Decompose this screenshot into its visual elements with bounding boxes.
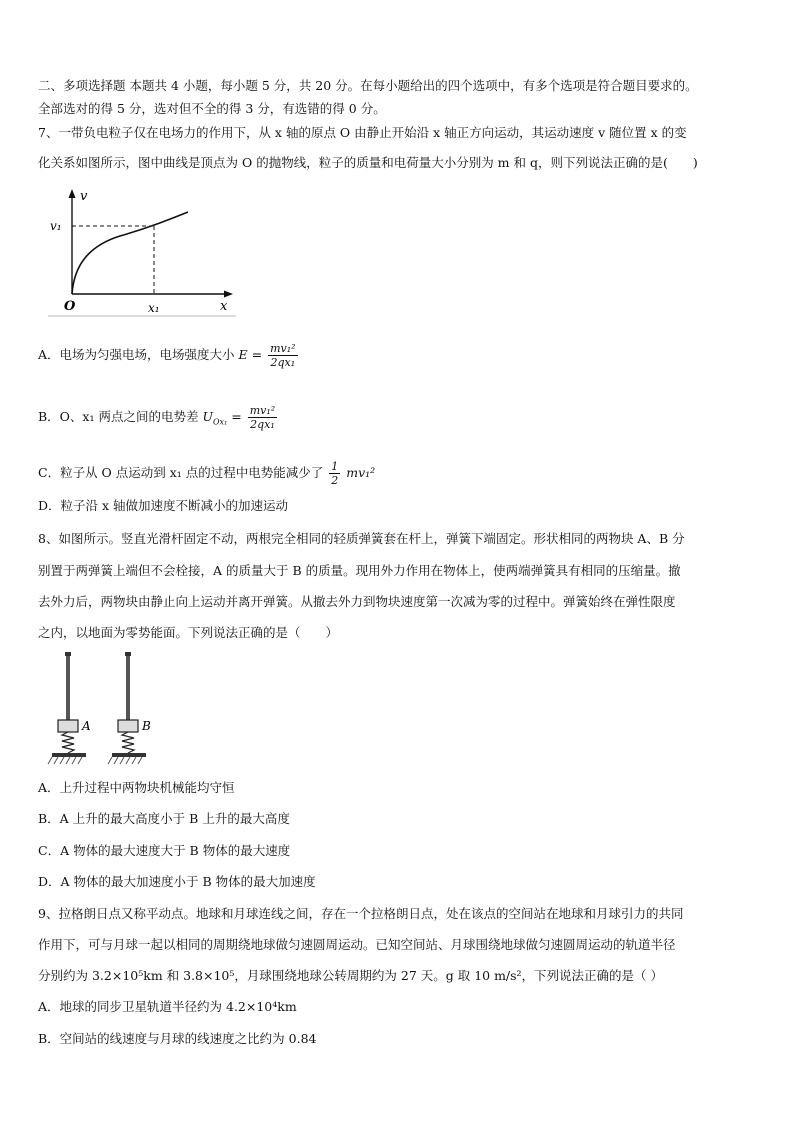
q8-block-b [118,720,138,732]
q9-option-b: B．空间站的线速度与月球的线速度之比约为 0.84 [38,1031,317,1046]
q7-option-b-sub: Ox₁ [213,417,228,427]
q7-origin-label: O [64,299,76,314]
q7-option-c-num: 1 [331,460,339,473]
q7-x-axis-label: x [220,299,228,314]
q7-option-b-text: B．O、x₁ 两点之间的电势差 [38,409,199,424]
q8-option-c: C．A 物体的最大速度大于 B 物体的最大速度 [38,843,291,858]
q8-block-a [58,720,78,732]
q8-option-a: A．上升过程中两物块机械能均守恒 [38,780,235,795]
q7-option-c-text: C．粒子从 O 点运动到 x₁ 点的过程中电势能减少了 [38,465,324,480]
q8-stem-line4: 之内，以地面为零势能面。下列说法正确的是（ ） [38,625,339,640]
q7-option-c [38,460,375,487]
q8-label-b: B [142,719,151,733]
section-header-line2: 全部选对的得 5 分，选对但不全的得 3 分，有选错的得 0 分。 [38,101,386,116]
q7-option-d: D．粒子沿 x 轴做加速度不断减小的加速运动 [38,498,289,513]
q8-rod-a [66,654,70,726]
q8-ground-hatch-b [108,757,142,764]
q7-option-c-fraction [329,460,340,487]
q7-parabola-curve [72,212,188,294]
q7-option-b [38,404,279,436]
q7-option-a-den: 2qx₁ [270,356,296,369]
q8-base-b [112,753,146,757]
section-header-line1: 二、多项选择题 本题共 4 小题，每小题 5 分，共 20 分。在每小题给出的四个选项中，有多个选项是符合题目要求的。 [38,78,698,93]
q8-spring-figure [38,652,168,768]
q8-rod-a-top [65,652,71,656]
q8-base-a [52,753,86,757]
q9-stem-line2: 作用下，可与月球一起以相同的周期绕地球做匀速圆周运动。已知空间站、月球围绕地球做匀速圆周运动的轨道半径 [38,937,676,952]
q9-stem-line3: 分别约为 3.2×10⁵km 和 3.8×10⁵，月球围绕地球公转周期约为 27 天。g 取 10 m/s²，下列说法正确的是（ ） [38,968,664,983]
q7-option-a-lhs: E = [238,347,263,362]
q8-rod-b-top [125,652,131,656]
q8-rod-b [126,654,130,726]
q7-option-b-den: 2qx₁ [250,418,275,431]
q8-spring-b [122,732,134,753]
q7-option-c-den: 2 [331,474,339,487]
q9-option-a: A．地球的同步卫星轨道半径约为 4.2×10⁴km [38,999,297,1014]
q7-option-c-tail: mv₁² [346,465,376,480]
q7-option-b-num: mv₁² [249,404,276,417]
q8-ground-hatch-a [48,757,82,764]
q7-option-a [38,342,300,369]
q7-option-b-fraction [248,404,277,431]
q8-option-d: D．A 物体的最大加速度小于 B 物体的最大加速度 [38,874,316,889]
q7-x-axis-arrow [224,291,233,298]
q8-option-b: B．A 上升的最大高度小于 B 上升的最大高度 [38,811,290,826]
q7-option-a-text: A．电场为匀强电场，电场强度大小 [38,347,235,362]
q8-stem-line1: 8、如图所示。竖直光滑杆固定不动，两根完全相同的轻质弹簧套在杆上，弹簧下端固定。形状相同的两物块 A、B 分 [38,531,685,546]
q7-stem-line1: 7、一带负电粒子仅在电场力的作用下，从 x 轴的原点 O 由静止开始沿 x 轴正方向运动，其运动速度 v 随位置 x 的变 [38,125,687,140]
q8-stem-line2: 别置于两弹簧上端但不会栓接，A 的质量大于 B 的质量。现用外力作用在物体上，使两端弹簧具有相同的压缩量。撤 [38,563,681,578]
q7-option-b-lhs: U [202,409,213,424]
q7-x1-label: x₁ [148,301,160,315]
q8-spring-a [62,732,74,753]
q7-option-b-eq: = [231,409,242,424]
q7-option-a-num: mv₁² [270,342,296,355]
q9-stem-line1: 9、拉格朗日点又称平动点。地球和月球连线之间，存在一个拉格朗日点，处在该点的空间站在地球和月球引力的共同 [38,906,684,921]
q7-v-axis-arrow [69,189,76,198]
q7-v-axis-label: v [80,189,88,204]
q8-label-a: A [82,719,91,733]
q7-velocity-graph [48,186,238,318]
q7-stem-line2: 化关系如图所示，图中曲线是顶点为 O 的抛物线，粒子的质量和电荷量大小分别为 m 和 q，则下列说法正确的是( ) [38,155,698,170]
q7-v1-label: v₁ [50,219,62,233]
q7-option-a-fraction [268,342,297,369]
q8-stem-line3: 去外力后，两物块由静止向上运动并离开弹簧。从撤去外力到物块速度第一次减为零的过程中。弹簧始终在弹性限度 [38,594,676,609]
